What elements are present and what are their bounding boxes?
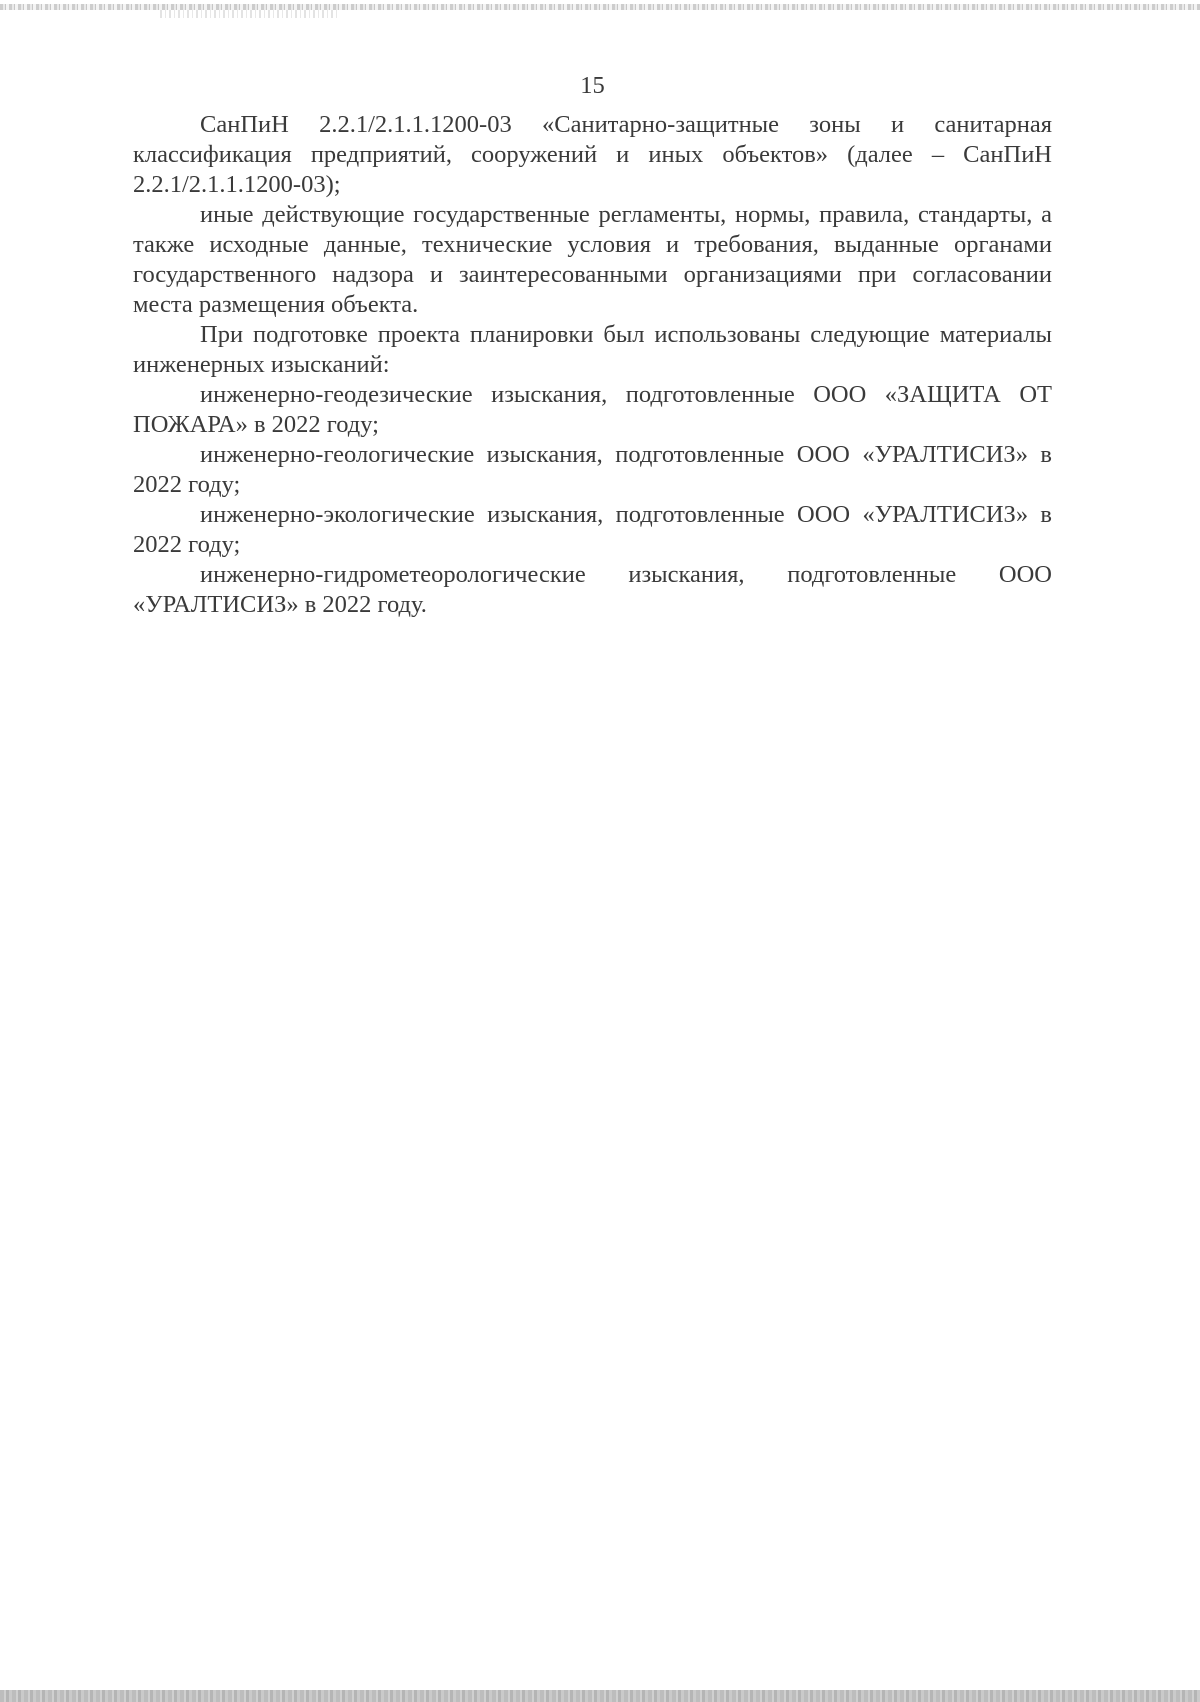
- scan-edge-top: [0, 4, 1200, 10]
- paragraph-hydrometeorological-survey: инженерно-гидрометеорологические изыскания, подготовленные ООО «УРАЛТИСИЗ» в 2022 году.: [133, 561, 1052, 618]
- paragraph-survey-materials-intro: При подготовке проекта планировки был использованы следующие материалы инженерных изысканий:: [133, 321, 1052, 378]
- paragraph-geodetic-survey: инженерно-геодезические изыскания, подготовленные ООО «ЗАЩИТА ОТ ПОЖАРА» в 2022 году;: [133, 381, 1052, 438]
- page-number: 15: [580, 72, 605, 99]
- paragraph-geological-survey: инженерно-геологические изыскания, подготовленные ООО «УРАЛТИСИЗ» в 2022 году;: [133, 441, 1052, 498]
- scan-edge-bottom: [0, 1690, 1200, 1702]
- document-page: [133, 70, 1052, 620]
- paragraph-ecological-survey: инженерно-экологические изыскания, подготовленные ООО «УРАЛТИСИЗ» в 2022 году;: [133, 501, 1052, 558]
- paragraph-sanpin-reference: СанПиН 2.2.1/2.1.1.1200-03 «Санитарно-защитные зоны и санитарная классификация предприятий, сооружений и иных объектов» (далее – СанПиН 2.2.1/2.1.1.1200-03);: [133, 111, 1052, 198]
- paragraph-other-regulations: иные действующие государственные регламенты, нормы, правила, стандарты, а также исходные данные, технические условия и требования, выданные органами государственного надзора и заинтересованными организациями при согласовании места размещения объекта.: [133, 201, 1052, 318]
